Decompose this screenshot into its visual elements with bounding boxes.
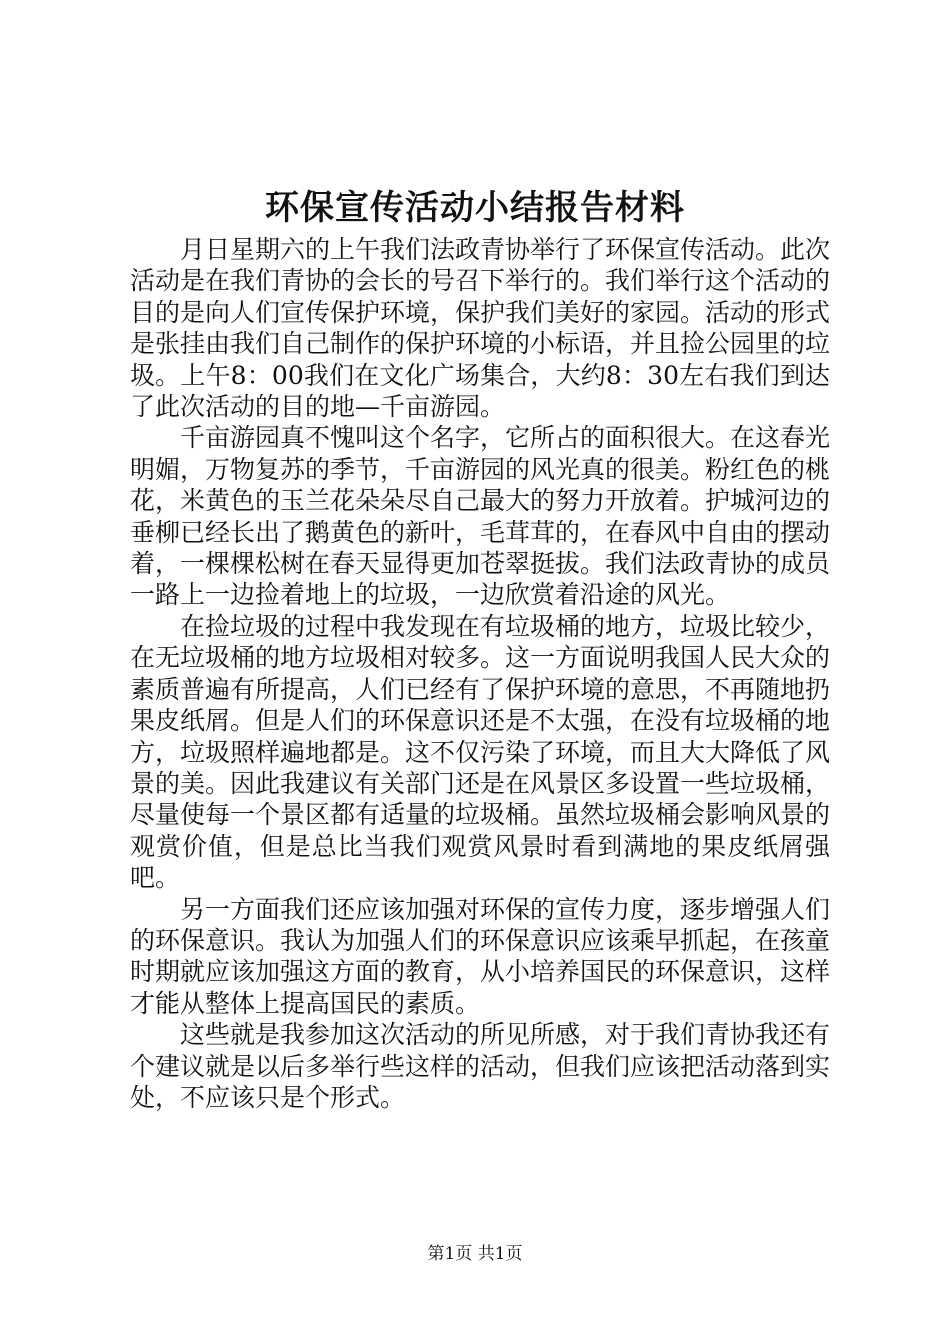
document-body [130, 234, 830, 1113]
paragraph: 千亩游园真不愧叫这个名字，它所占的面积很大。在这春光明媚，万物复苏的季节，千亩游园的风光真的很美。粉红色的桃花，米黄色的玉兰花朵朵尽自己最大的努力开放着。护城河边的垂柳已经长出了鹅黄色的新叶，毛茸茸的，在春风中自由的摆动着，一棵棵松树在春天显得更加苍翠挺拔。我们法政青协的成员一路上一边捡着地上的垃圾，一边欣赏着沿途的风光。 [130, 423, 831, 610]
paragraph: 月日星期六的上午我们法政青协举行了环保宣传活动。此次活动是在我们青协的会长的号召下举行的。我们举行这个活动的目的是向人们宣传保护环境，保护我们美好的家园。活动的形式是张挂由我们自己制作的保护环境的小标语，并且捡公园里的垃圾。上午8：00我们在文化广场集合，大约8：30左右我们到达了此次活动的目的地—千亩游园。 [130, 235, 831, 422]
paragraph: 另一方面我们还应该加强对环保的宣传力度，逐步增强人们的环保意识。我认为加强人们的环保意识应该乘早抓起，在孩童时期就应该加强这方面的教育，从小培养国民的环保意识，这样才能从整体上提高国民的素质。 [130, 894, 831, 1018]
page-number-footer: 第1页 共1页 [427, 1244, 523, 1264]
document-title: 环保宣传活动小结报告材料 [265, 188, 685, 228]
paragraph: 在捡垃圾的过程中我发现在有垃圾桶的地方，垃圾比较少，在无垃圾桶的地方垃圾相对较多。这一方面说明我国人民大众的素质普遍有所提高，人们已经有了保护环境的意思，不再随地扔果皮纸屑。但是人们的环保意识还是不太强，在没有垃圾桶的地方，垃圾照样遍地都是。这不仅污染了环境，而且大大降低了风景的美。因此我建议有关部门还是在风景区多设置一些垃圾桶，尽量使每一个景区都有适量的垃圾桶。虽然垃圾桶会影响风景的观赏价值，但是总比当我们观赏风景时看到满地的果皮纸屑强吧。 [130, 611, 831, 893]
paragraph: 这些就是我参加这次活动的所见所感，对于我们青协我还有个建议就是以后多举行些这样的活动，但我们应该把活动落到实处，不应该只是个形式。 [130, 1020, 831, 1112]
